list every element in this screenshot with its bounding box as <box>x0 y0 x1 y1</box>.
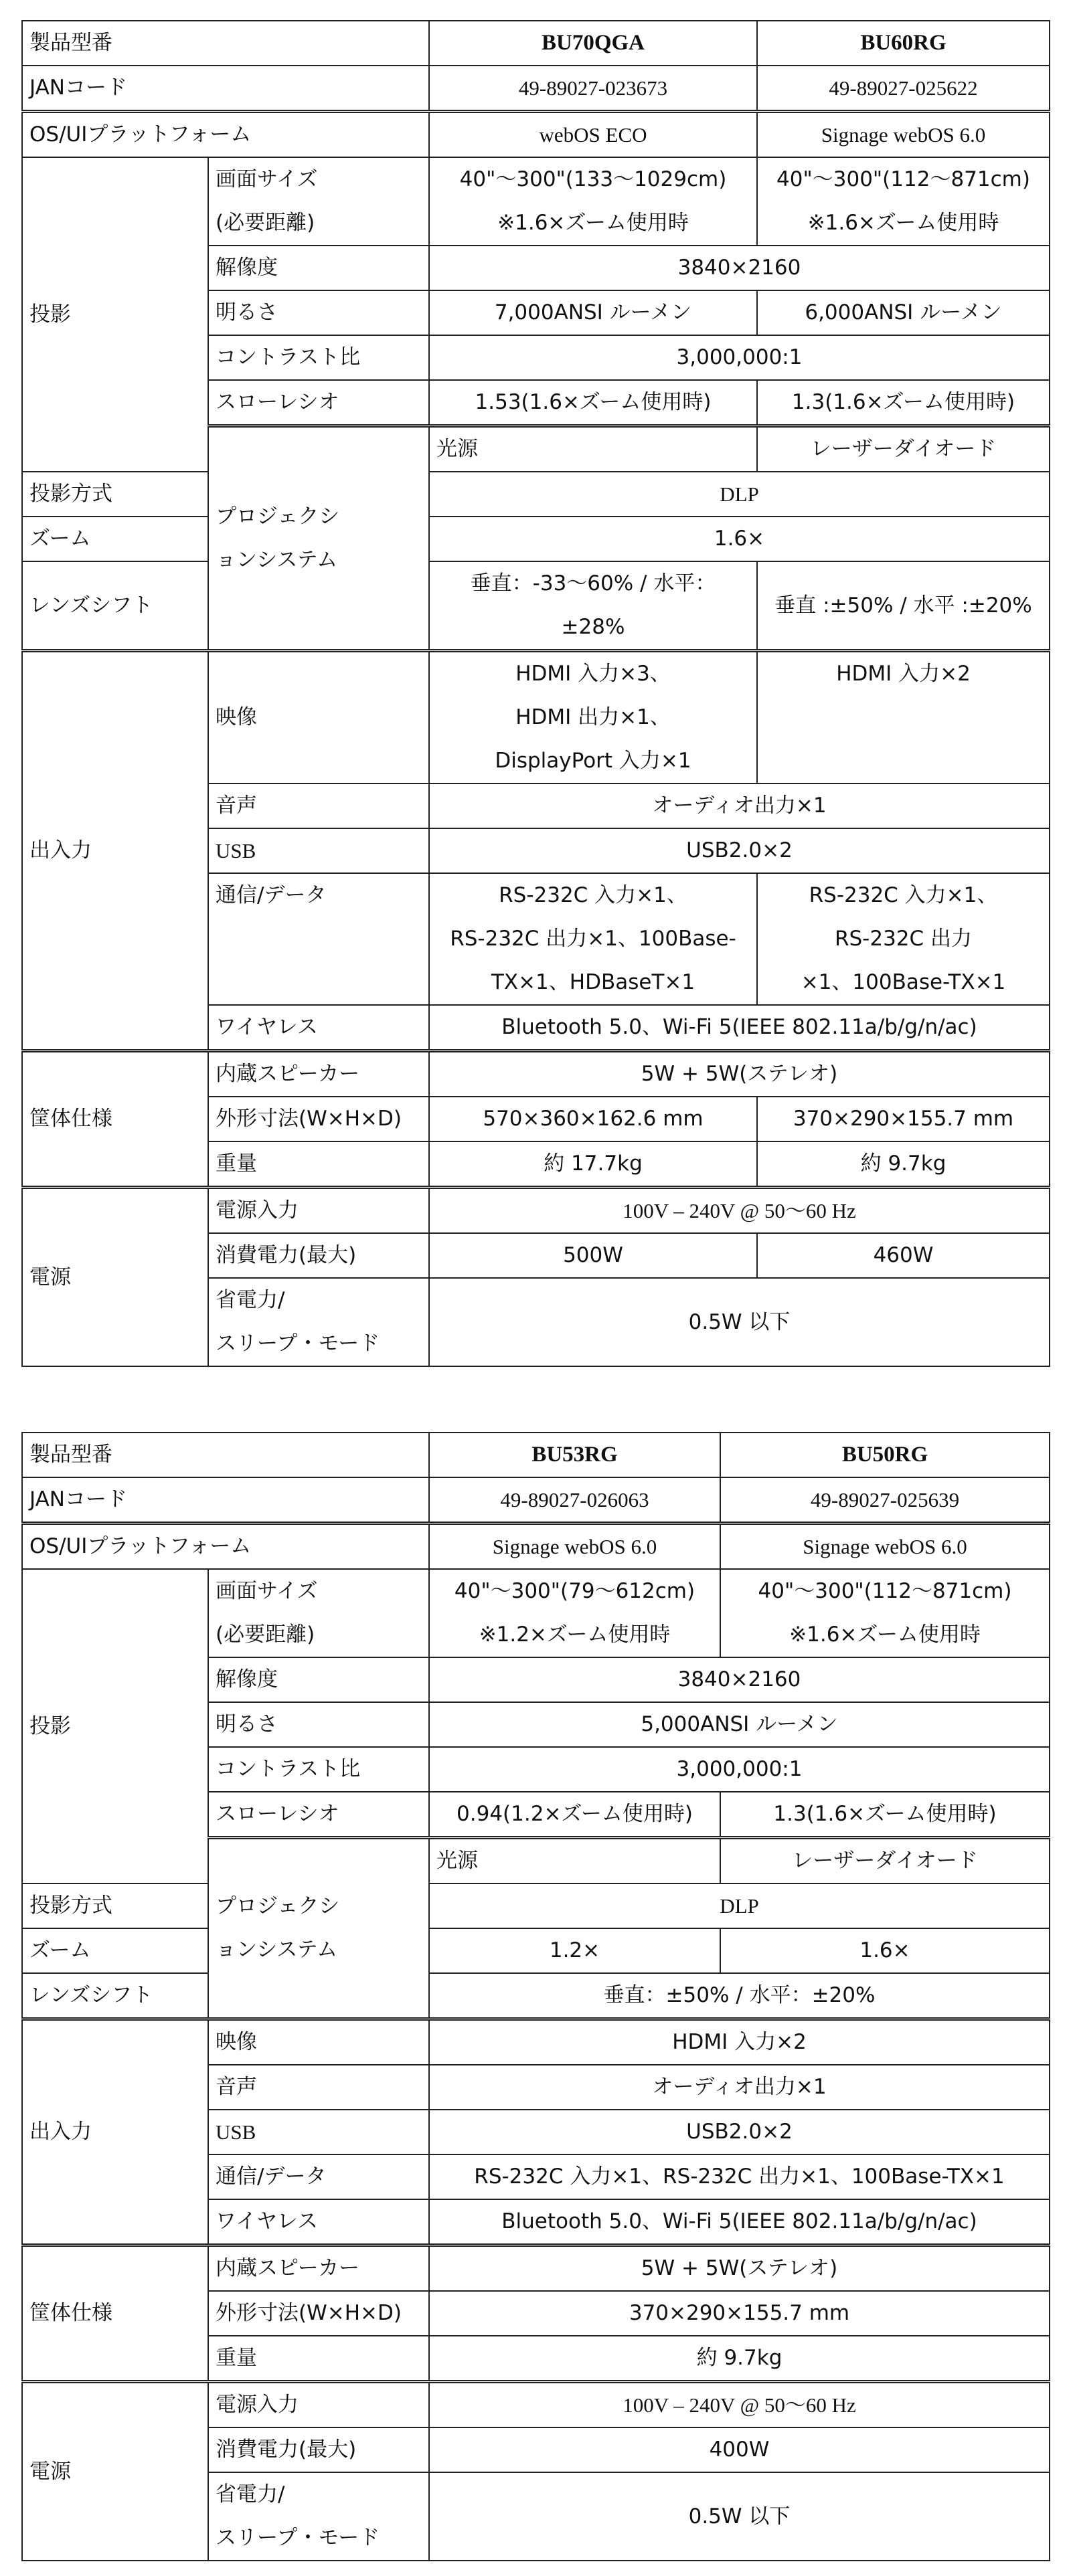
video-label: 映像 <box>208 651 429 784</box>
resolution-label: 解像度 <box>208 1657 429 1702</box>
power-max-label: 消費電力(最大) <box>208 1233 429 1278</box>
video-value: HDMI 入力×2 <box>757 651 1050 784</box>
jan-code: 49-89027-023673 <box>429 66 757 112</box>
throw-ratio-value: 1.53(1.6×ズーム使用時) <box>429 380 757 426</box>
group-line: ョンシステム <box>216 1938 338 1962</box>
row-projection-method <box>22 472 1050 517</box>
throw-ratio-value: 0.94(1.2×ズーム使用時) <box>429 1792 720 1838</box>
power-input-label: 電源入力 <box>208 1188 429 1234</box>
header-model-label: 製品型番 <box>22 21 429 66</box>
value-line: 40"～300"(79～612cm) <box>454 1579 695 1603</box>
light-source-value: レーザーダイオード <box>757 426 1050 472</box>
communication-label: 通信/データ <box>208 2154 429 2199</box>
value-line: RS-232C 入力×1、 <box>809 883 998 907</box>
value-line: ※1.6×ズーム使用時 <box>497 211 689 235</box>
row-zoom <box>22 1928 1050 1973</box>
sleep-power-label <box>208 1278 429 1366</box>
row-video <box>22 2019 1050 2065</box>
contrast-value: 3,000,000:1 <box>429 335 1050 380</box>
row-projection-method <box>22 1883 1050 1928</box>
contrast-label: コントラスト比 <box>208 1747 429 1792</box>
communication-value: RS-232C 入力×1、RS-232C 出力×1、100Base-TX×1 <box>429 2154 1050 2199</box>
sleep-power-value: 0.5W 以下 <box>429 1278 1050 1366</box>
jan-code: 49-89027-025622 <box>757 66 1050 112</box>
usb-value: USB2.0×2 <box>429 828 1050 873</box>
lens-shift-label: レンズシフト <box>22 561 208 651</box>
group-power: 電源 <box>22 1188 208 1367</box>
audio-label: 音声 <box>208 784 429 828</box>
value-line: RS-232C 出力×1、100Base- <box>450 927 736 951</box>
row-model <box>22 21 1050 66</box>
communication-value <box>429 873 757 1005</box>
row-lens-shift <box>22 1973 1050 2019</box>
power-max-label: 消費電力(最大) <box>208 2427 429 2472</box>
row-power-input <box>22 2382 1050 2428</box>
audio-label: 音声 <box>208 2065 429 2110</box>
jan-code: 49-89027-026063 <box>429 1477 720 1524</box>
group-line: ョンシステム <box>216 547 338 572</box>
screen-size-value <box>720 1569 1050 1657</box>
video-label: 映像 <box>208 2019 429 2065</box>
light-source-value: レーザーダイオード <box>720 1838 1050 1884</box>
value-line: HDMI 入力×3、 <box>515 662 671 686</box>
os-value: Signage webOS 6.0 <box>429 1524 720 1570</box>
audio-value: オーディオ出力×1 <box>429 2065 1050 2110</box>
light-source-label: 光源 <box>429 1838 720 1884</box>
throw-ratio-label: スローレシオ <box>208 380 429 426</box>
brightness-label: 明るさ <box>208 290 429 335</box>
group-projection: 投影 <box>22 1569 208 1883</box>
power-max-value: 500W <box>429 1233 757 1278</box>
projection-method-value: DLP <box>429 1883 1050 1928</box>
projection-method-label: 投影方式 <box>22 472 208 517</box>
resolution-value: 3840×2160 <box>429 246 1050 290</box>
header-os-label: OS/UIプラットフォーム <box>22 1524 429 1570</box>
group-io: 出入力 <box>22 2019 208 2245</box>
value-line: TX×1、HDBaseT×1 <box>491 970 695 994</box>
speaker-value: 5W + 5W(ステレオ) <box>429 1051 1050 1097</box>
label-line: 画面サイズ <box>216 167 318 191</box>
screen-size-label <box>208 1569 429 1657</box>
screen-size-value <box>757 157 1050 246</box>
value-line: ※1.2×ズーム使用時 <box>479 1623 671 1647</box>
weight-value: 約 9.7kg <box>757 1141 1050 1188</box>
dimensions-value: 370×290×155.7 mm <box>757 1097 1050 1141</box>
wireless-label: ワイヤレス <box>208 1005 429 1051</box>
row-video <box>22 651 1050 784</box>
row-jan <box>22 66 1050 112</box>
header-jan-label: JANコード <box>22 1477 429 1524</box>
group-io: 出入力 <box>22 651 208 1051</box>
weight-label: 重量 <box>208 1141 429 1188</box>
group-projection: 投影 <box>22 157 208 472</box>
row-os <box>22 112 1050 158</box>
lens-shift-label: レンズシフト <box>22 1973 208 2019</box>
power-max-value: 460W <box>757 1233 1050 1278</box>
label-line: スリープ・モード <box>216 1331 380 1356</box>
power-input-label: 電源入力 <box>208 2382 429 2428</box>
screen-size-value <box>429 1569 720 1657</box>
screen-size-value <box>429 157 757 246</box>
jan-code: 49-89027-025639 <box>720 1477 1050 1524</box>
row-screen-size <box>22 1569 1050 1657</box>
usb-label: USB <box>208 828 429 873</box>
label-line: スリープ・モード <box>216 2526 380 2550</box>
row-model <box>22 1433 1050 1477</box>
row-screen-size <box>22 157 1050 246</box>
label-line: 画面サイズ <box>216 1579 318 1603</box>
os-value: Signage webOS 6.0 <box>720 1524 1050 1570</box>
group-power: 電源 <box>22 2382 208 2561</box>
projection-method-label: 投影方式 <box>22 1883 208 1928</box>
group-body: 筐体仕様 <box>22 1051 208 1188</box>
group-line: プロジェクシ <box>216 504 340 529</box>
zoom-value: 1.2× <box>429 1928 720 1973</box>
label-line: (必要距離) <box>216 1623 315 1647</box>
communication-label: 通信/データ <box>208 873 429 1005</box>
label-line: (必要距離) <box>216 211 315 235</box>
resolution-value: 3840×2160 <box>429 1657 1050 1702</box>
os-value: Signage webOS 6.0 <box>757 112 1050 158</box>
dimensions-label: 外形寸法(W×H×D) <box>208 2291 429 2336</box>
video-value: HDMI 入力×2 <box>429 2019 1050 2065</box>
model-name: BU70QGA <box>429 21 757 66</box>
contrast-label: コントラスト比 <box>208 335 429 380</box>
value-line: ※1.6×ズーム使用時 <box>807 211 999 235</box>
speaker-label: 内蔵スピーカー <box>208 1051 429 1097</box>
screen-size-label <box>208 157 429 246</box>
value-line: 40"～300"(112～871cm) <box>776 167 1030 191</box>
group-projection-system <box>208 426 429 651</box>
dimensions-value: 370×290×155.7 mm <box>429 2291 1050 2336</box>
zoom-value: 1.6× <box>720 1928 1050 1973</box>
video-value <box>429 651 757 784</box>
throw-ratio-label: スローレシオ <box>208 1792 429 1838</box>
speaker-label: 内蔵スピーカー <box>208 2245 429 2292</box>
lens-shift-value <box>429 561 757 651</box>
resolution-label: 解像度 <box>208 246 429 290</box>
label-line: 省電力/ <box>216 2482 285 2506</box>
model-name: BU53RG <box>429 1433 720 1477</box>
value-line: 垂直：-33～60% / 水平： <box>470 571 716 595</box>
row-lens-shift <box>22 561 1050 651</box>
speaker-value: 5W + 5W(ステレオ) <box>429 2245 1050 2292</box>
value-line: ×1、100Base-TX×1 <box>801 970 1006 994</box>
value-line: RS-232C 出力 <box>834 927 973 951</box>
brightness-value: 5,000ANSI ルーメン <box>429 1702 1050 1747</box>
value-line: HDMI 出力×1、 <box>515 705 671 729</box>
projection-method-value: DLP <box>429 472 1050 517</box>
usb-value: USB2.0×2 <box>429 2110 1050 2154</box>
model-name: BU60RG <box>757 21 1050 66</box>
zoom-label: ズーム <box>22 517 208 561</box>
os-value: webOS ECO <box>429 112 757 158</box>
brightness-label: 明るさ <box>208 1702 429 1747</box>
group-projection-system <box>208 1838 429 2019</box>
value-line: DisplayPort 入力×1 <box>495 749 691 773</box>
value-line: 40"～300"(112～871cm) <box>758 1579 1012 1603</box>
row-zoom <box>22 517 1050 561</box>
power-input-value: 100V – 240V @ 50～60 Hz <box>429 1188 1050 1234</box>
contrast-value: 3,000,000:1 <box>429 1747 1050 1792</box>
weight-value: 約 9.7kg <box>429 2336 1050 2382</box>
row-speaker <box>22 2245 1050 2292</box>
weight-value: 約 17.7kg <box>429 1141 757 1188</box>
light-source-label: 光源 <box>429 426 757 472</box>
lens-shift-value: 垂直 :±50% / 水平 :±20% <box>757 561 1050 651</box>
power-max-value: 400W <box>429 2427 1050 2472</box>
header-os-label: OS/UIプラットフォーム <box>22 112 429 158</box>
row-power-input <box>22 1188 1050 1234</box>
zoom-label: ズーム <box>22 1928 208 1973</box>
brightness-value: 6,000ANSI ルーメン <box>757 290 1050 335</box>
header-jan-label: JANコード <box>22 66 429 112</box>
wireless-value: Bluetooth 5.0、Wi-Fi 5(IEEE 802.11a/b/g/n/ac) <box>429 1005 1050 1051</box>
wireless-value: Bluetooth 5.0、Wi-Fi 5(IEEE 802.11a/b/g/n/ac) <box>429 2199 1050 2245</box>
row-os <box>22 1524 1050 1570</box>
group-body: 筐体仕様 <box>22 2245 208 2382</box>
wireless-label: ワイヤレス <box>208 2199 429 2245</box>
dimensions-value: 570×360×162.6 mm <box>429 1097 757 1141</box>
weight-label: 重量 <box>208 2336 429 2382</box>
header-model-label: 製品型番 <box>22 1433 429 1477</box>
usb-label: USB <box>208 2110 429 2154</box>
zoom-value: 1.6× <box>429 517 1050 561</box>
brightness-value: 7,000ANSI ルーメン <box>429 290 757 335</box>
label-line: 省電力/ <box>216 1288 285 1312</box>
throw-ratio-value: 1.3(1.6×ズーム使用時) <box>720 1792 1050 1838</box>
sleep-power-value: 0.5W 以下 <box>429 2472 1050 2561</box>
communication-value <box>757 873 1050 1005</box>
value-line: RS-232C 入力×1、 <box>499 883 687 907</box>
row-speaker <box>22 1051 1050 1097</box>
spec-table-2 <box>21 1432 1050 2561</box>
value-line: ※1.6×ズーム使用時 <box>789 1623 981 1647</box>
dimensions-label: 外形寸法(W×H×D) <box>208 1097 429 1141</box>
row-jan <box>22 1477 1050 1524</box>
audio-value: オーディオ出力×1 <box>429 784 1050 828</box>
value-line: ±28% <box>561 615 625 639</box>
spec-table-1 <box>21 20 1050 1367</box>
lens-shift-value: 垂直：±50% / 水平：±20% <box>429 1973 1050 2019</box>
value-line: 40"～300"(133～1029cm) <box>459 167 727 191</box>
sleep-power-label <box>208 2472 429 2561</box>
throw-ratio-value: 1.3(1.6×ズーム使用時) <box>757 380 1050 426</box>
group-line: プロジェクシ <box>216 1894 340 1918</box>
power-input-value: 100V – 240V @ 50～60 Hz <box>429 2382 1050 2428</box>
model-name: BU50RG <box>720 1433 1050 1477</box>
